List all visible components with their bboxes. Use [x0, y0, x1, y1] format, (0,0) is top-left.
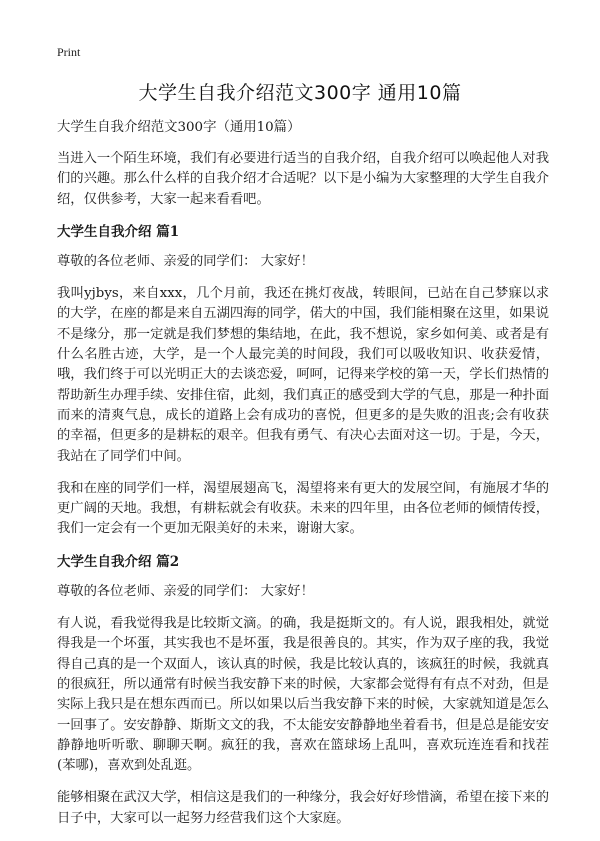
intro-paragraph: 当进入一个陌生环境，我们有必要进行适当的自我介绍，自我介绍可以唤起他人对我们的兴趣。那么什么样的自我介绍才合适呢？以下是小编为大家整理的大学生自我介绍，仅供参考，大家一起来看看吧。 — [57, 151, 549, 207]
section-2-paragraph: 有人说，看我觉得我是比较斯文滴。的确，我是挺斯文的。有人说，跟我相处，就觉得我是一个坏蛋，其实我也不是坏蛋，我是很善良的。其实，作为双子座的我，我觉得自己真的是一个双面人，该认真的时候，我是比较认真的，该疯狂的时候，我就真的很疯狂，所以通常有时候当我安静下来的时候，大家都会觉得有有点不对劲，但是实际上我只是在想东西而已。所以如果以后当我安静下来的时候，大家就知道是怎么一回事了。安安静静、斯斯文文的我，不太能安安静静地坐着看书，但是总是能安安静静地听听歌、聊聊天啊。疯狂的我，喜欢在篮球场上乱叫，喜欢玩连连看和找茬(苯哪)，喜欢到处乱逛。 — [57, 616, 549, 774]
section-heading-1: 大学生自我介绍 篇1 — [57, 223, 180, 240]
print-link[interactable]: Print — [57, 45, 81, 59]
section-2-paragraph: 能够相聚在武汉大学，相信这是我们的一种缘分，我会好好珍惜滴，希望在接下来的日子中，大家可以一起努力经营我们这个大家庭。 — [57, 790, 549, 826]
section-heading-2: 大学生自我介绍 篇2 — [57, 553, 180, 570]
section-1-paragraph: 我和在座的同学们一样，渴望展翅高飞，渴望将来有更大的发展空间，有施展才华的更广阔的天地。我想，有耕耘就会有收获。未来的四年里，由各位老师的倾情传授，我们一定会有一个更加无限美好的未来，谢谢大家。 — [57, 480, 549, 537]
article-body — [57, 118, 549, 841]
page-title: 大学生自我介绍范文300字 通用10篇 — [138, 82, 462, 104]
section-2-greeting: 尊敬的各位老师、亲爱的同学们： 大家好！ — [57, 583, 314, 599]
section-1-greeting: 尊敬的各位老师、亲爱的同学们： 大家好！ — [57, 253, 314, 269]
article-subtitle: 大学生自我介绍范文300字（通用10篇） — [57, 120, 301, 135]
section-1-paragraph: 我叫yjbys，来自xxx，几个月前，我还在挑灯夜战，转眼间，已站在自己梦寐以求的大学，在座的都是来自五湖四海的同学，偌大的中国，我们能相聚在这里，如果说不是缘分，那一定就是我们梦想的集结地，在此，我不想说，家乡如何美、或者是有什么名胜古迹，大学，是一个人最完美的时间段，我们可以吸收知识、收获爱情，哦，我们终于可以光明正大的去谈恋爱，呵呵，记得来学校的第一天，学长们热情的帮助新生办理手续、安排住宿，此刻，我们真正的感受到大学的气息，那是一种扑面而来的清爽气息，成长的道路上会有成功的喜悦，但更多的是失败的沮丧;会有收获的幸福，但更多的是耕耘的艰辛。但我有勇气、有决心去面对这一切。于是，今天，我站在了同学们中间。 — [57, 286, 549, 464]
